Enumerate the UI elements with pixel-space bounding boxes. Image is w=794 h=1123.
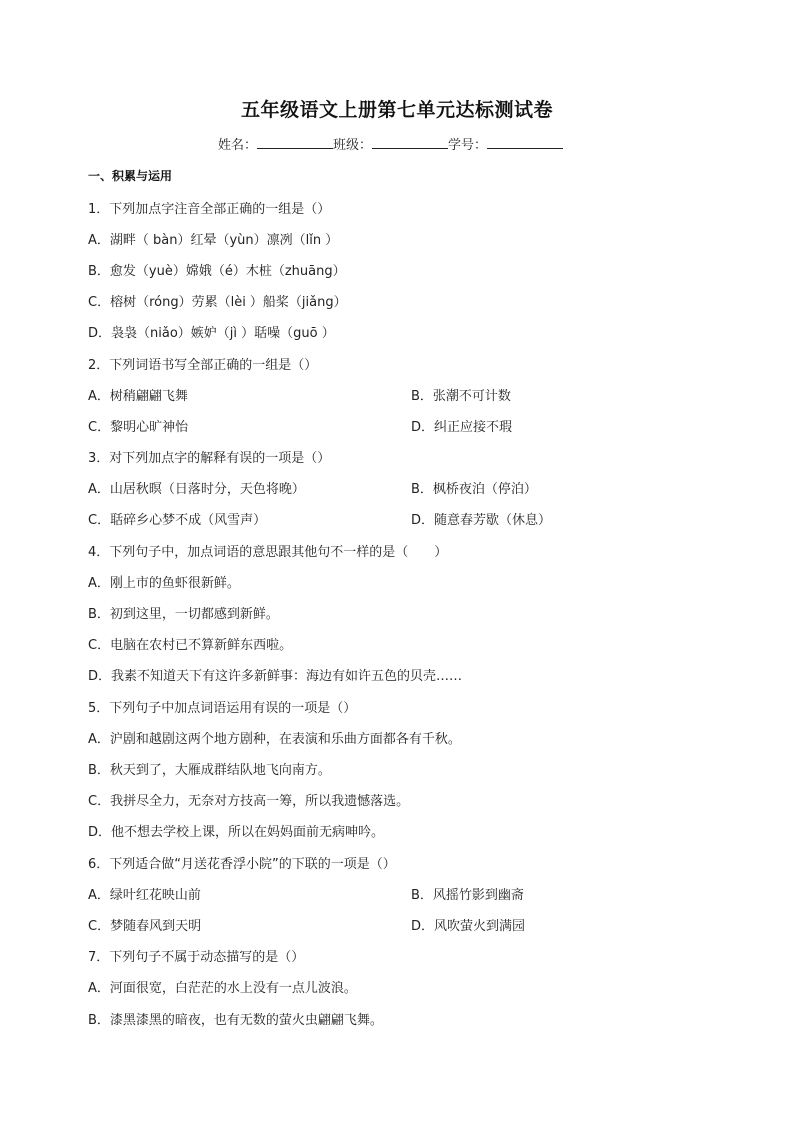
option-a: A．树稍翩翩飞舞 — [88, 389, 188, 404]
option-c: C．我拼尽全力，无奈对方技高一筹，所以我遗憾落选。 — [88, 794, 410, 809]
question-stem: 3．对下列加点字的解释有误的一项是（） — [88, 451, 331, 466]
option-b: B．张潮不可计数 — [411, 389, 511, 404]
option-d: D．风吹萤火到满园 — [411, 919, 526, 934]
class-blank[interactable] — [372, 136, 448, 149]
option-a: A．沪剧和越剧这两个地方剧种，在表演和乐曲方面都各有千秋。 — [88, 732, 461, 747]
option-b: B．枫桥夜泊（停泊） — [411, 482, 537, 497]
option-b: B．漆黑漆黑的暗夜，也有无数的萤火虫翩翩飞舞。 — [88, 1013, 383, 1028]
page-title: 五年级语文上册第七单元达标测试卷 — [240, 99, 553, 121]
name-label: 姓名： — [218, 138, 258, 153]
option-d: D．袅袅（niǎo）嫉妒（jì ）聒噪（guō ） — [88, 326, 335, 341]
option-b: B．初到这里，一切都感到新鲜。 — [88, 607, 279, 622]
option-a: A．刚上市的鱼虾很新鲜。 — [88, 576, 240, 591]
option-c: C．榕树（róng）劳累（lèi ）船桨（jiǎng） — [88, 295, 347, 310]
question-stem: 1．下列加点字注音全部正确的一组是（） — [88, 202, 331, 217]
class-label: 班级： — [333, 138, 373, 153]
option-d: D．我素不知道天下有这许多新鲜事：海边有如许五色的贝壳…… — [88, 669, 463, 684]
student-info — [218, 134, 563, 153]
option-d: D．纠正应接不瑕 — [411, 420, 513, 435]
option-b: B．风摇竹影到幽斋 — [411, 888, 524, 903]
option-c: C．电脑在农村已不算新鲜东西啦。 — [88, 638, 293, 653]
number-label: 学号： — [448, 138, 488, 153]
name-blank[interactable] — [257, 136, 333, 149]
option-a: A．河面很宽，白茫茫的水上没有一点儿波浪。 — [88, 981, 357, 996]
option-d: D．随意春芳歇（休息） — [411, 513, 552, 528]
question-stem: 2．下列词语书写全部正确的一组是（） — [88, 358, 318, 373]
question-stem: 5．下列句子中加点词语运用有误的一项是（） — [88, 701, 357, 716]
option-d: D．他不想去学校上课，所以在妈妈面前无病呻吟。 — [88, 825, 385, 840]
option-b: B．秋天到了，大雁成群结队地飞向南方。 — [88, 763, 331, 778]
number-blank[interactable] — [487, 136, 563, 149]
option-c: C．聒碎乡心梦不成（风雪声） — [88, 513, 267, 528]
option-a: A．湖畔（ bàn）红晕（yùn）凛冽（lǐn ） — [88, 233, 339, 248]
question-stem: 6．下列适合做“月送花香浮小院”的下联的一项是（） — [88, 857, 396, 872]
section-title: 一、积累与运用 — [88, 169, 173, 183]
option-b: B．愈发（yuè）嫦娥（é）木桩（zhuāng） — [88, 264, 346, 279]
question-stem: 7．下列句子不属于动态描写的是（） — [88, 950, 305, 965]
option-a: A．山居秋暝（日落时分，天色将晚） — [88, 482, 305, 497]
question-stem: 4．下列句子中，加点词语的意思跟其他句不一样的是（ ） — [88, 545, 448, 560]
option-c: C．黎明心旷神怡 — [88, 420, 189, 435]
option-c: C．梦随春风到天明 — [88, 919, 202, 934]
option-a: A．绿叶红花映山前 — [88, 888, 201, 903]
